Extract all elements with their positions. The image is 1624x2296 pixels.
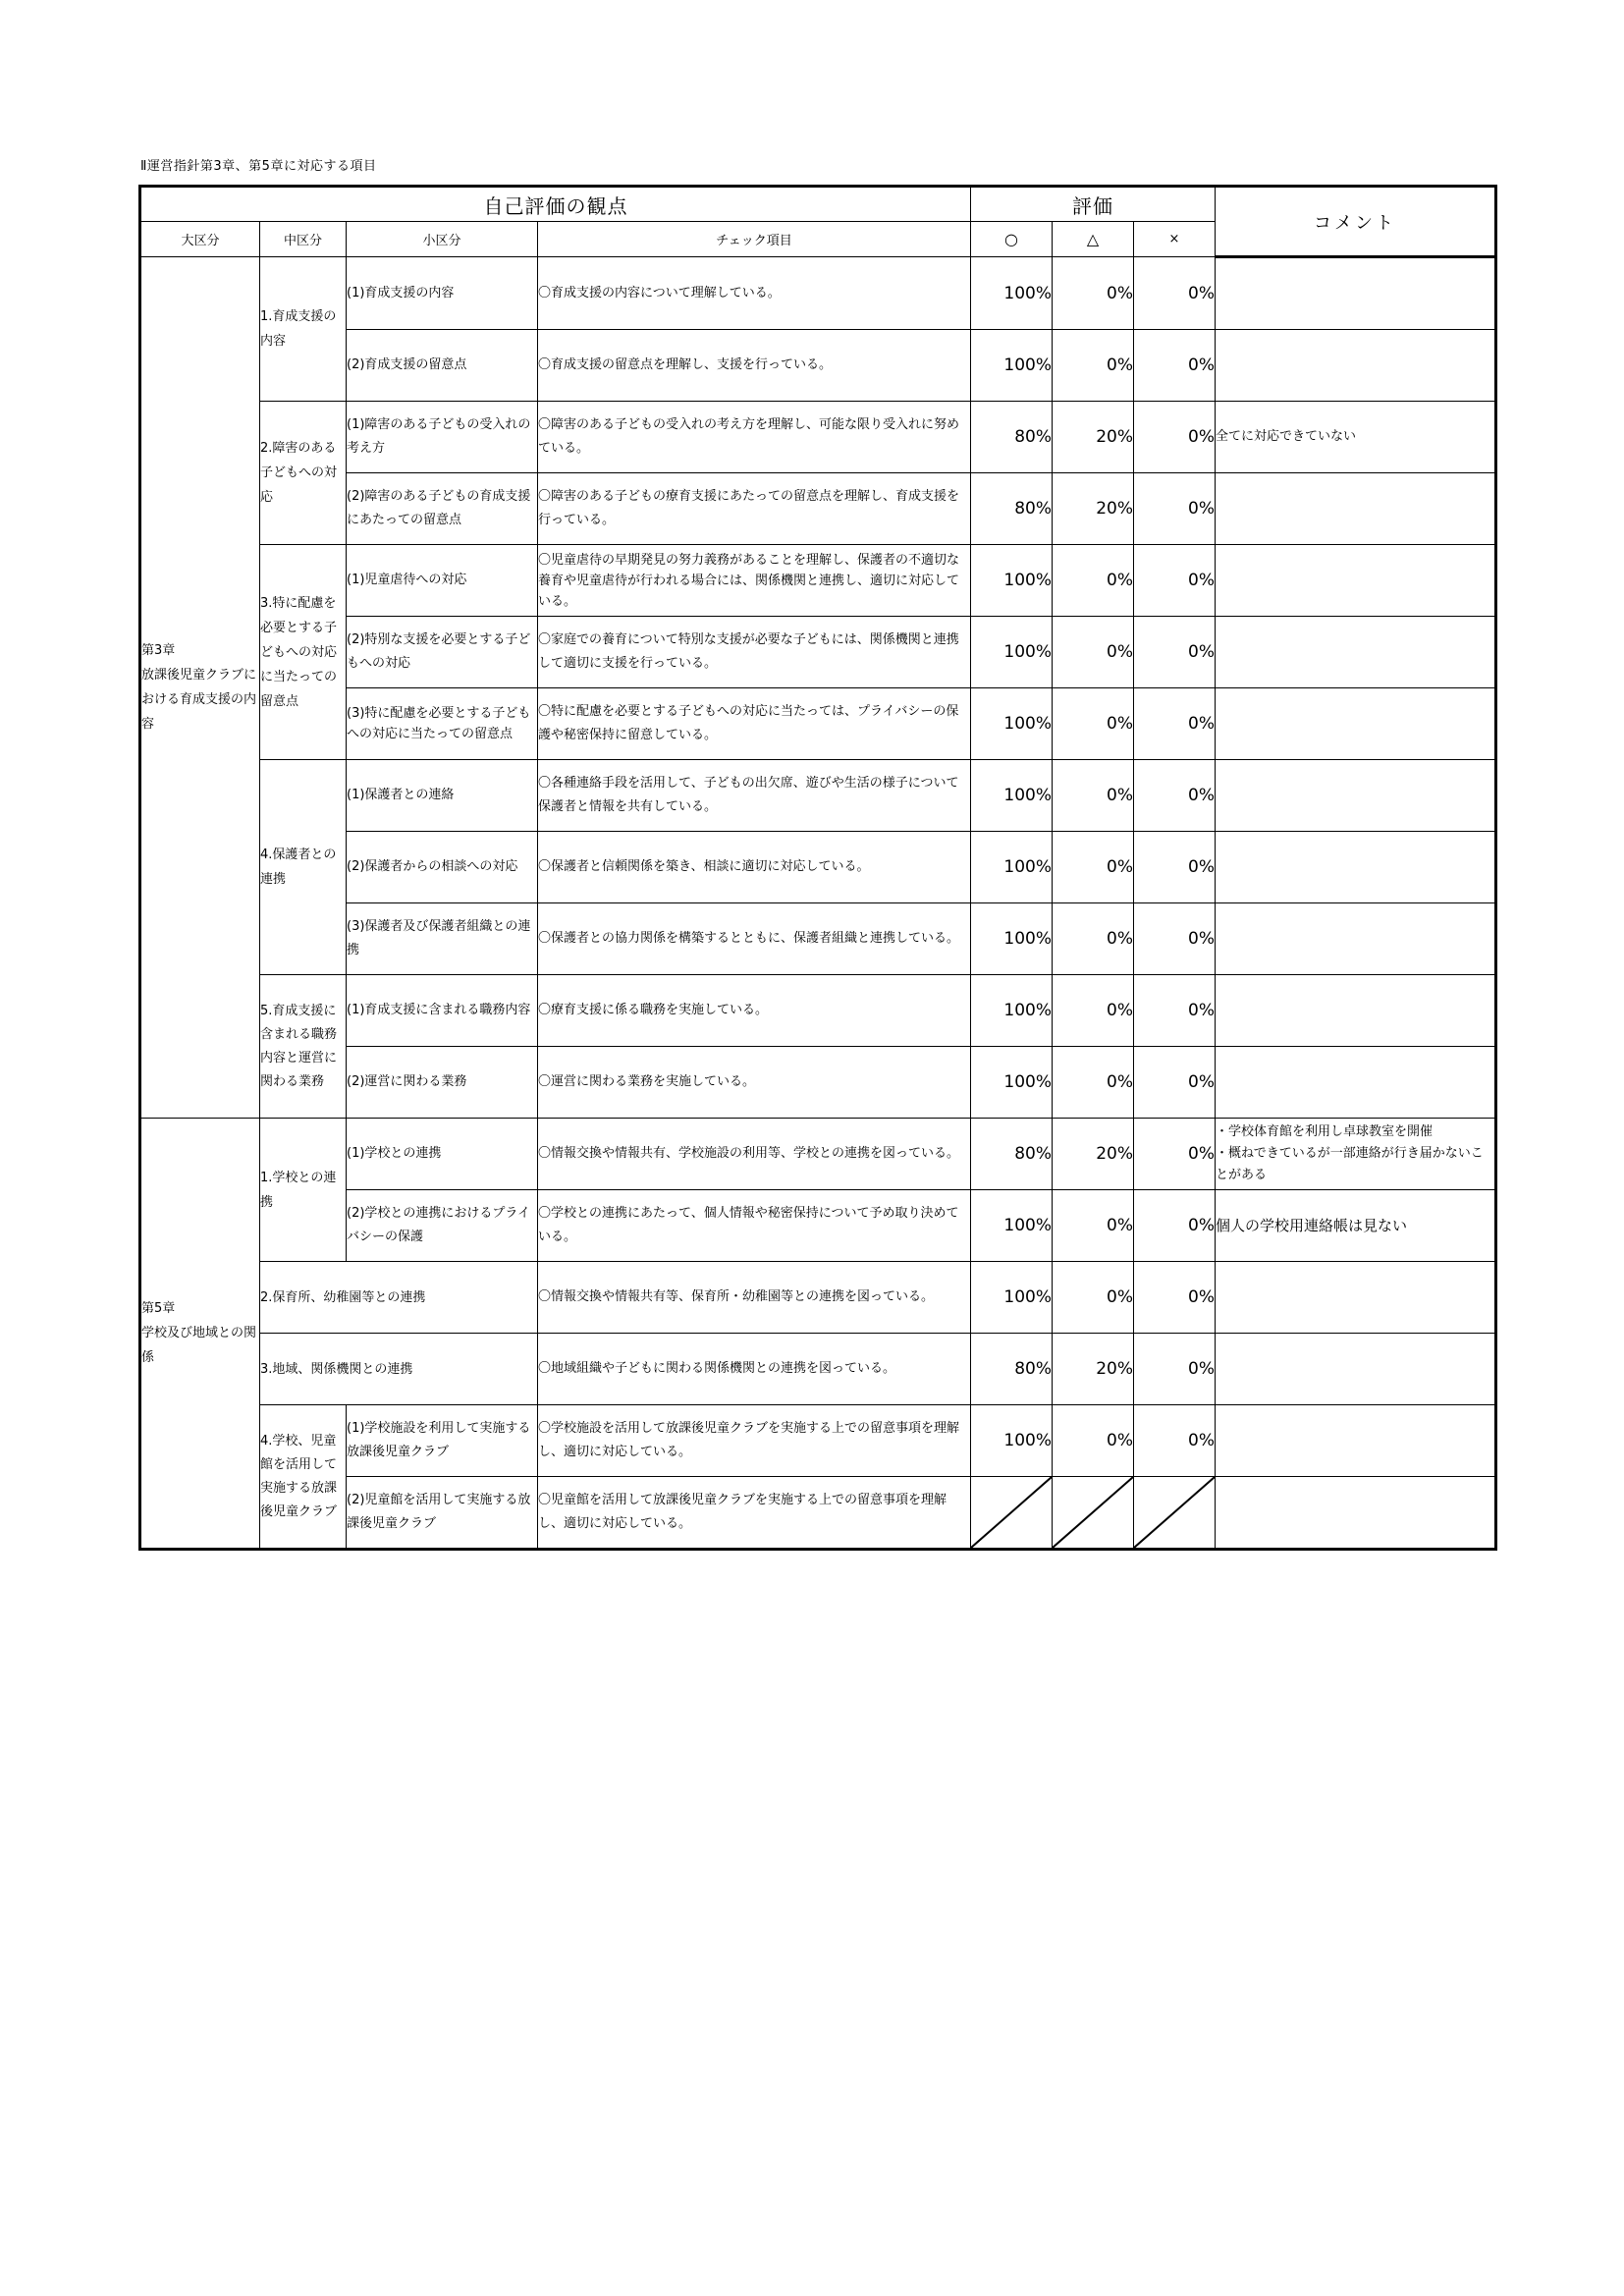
rate-bad: 0%	[1134, 832, 1216, 903]
rate-bad: 0%	[1134, 1334, 1216, 1405]
group-label: 1.育成支援の内容	[260, 257, 347, 402]
small-category: (1)育成支援に含まれる職務内容	[347, 975, 538, 1047]
rate-partial: 0%	[1053, 330, 1134, 402]
group-label: 2.障害のある子どもへの対応	[260, 402, 347, 545]
small-category: (1)学校施設を利用して実施する放課後児童クラブ	[347, 1405, 538, 1477]
rate-bad: 0%	[1134, 473, 1216, 545]
rate-bad: 0%	[1134, 617, 1216, 688]
group-label: 2.保育所、幼稚園等との連携	[260, 1262, 538, 1334]
rate-partial: 20%	[1053, 1334, 1134, 1405]
check-item: 〇障害のある子どもの受入れの考え方を理解し、可能な限り受入れに努めている。	[538, 402, 971, 473]
check-item: 〇家庭での養育について特別な支援が必要な子どもには、関係機関と連携して適切に支援を行っている。	[538, 617, 971, 688]
comment-cell: 全てに対応できていない	[1216, 402, 1496, 473]
rate-good: 80%	[971, 473, 1053, 545]
rate-bad: 0%	[1134, 257, 1216, 330]
group-label: 5.育成支援に含まれる職務内容と運営に関わる業務	[260, 975, 347, 1119]
check-item: 〇児童虐待の早期発見の努力義務があることを理解し、保護者の不適切な養育や児童虐待が行われる場合には、関係機関と連携し、適切に対応している。	[538, 545, 971, 617]
rate-good: 100%	[971, 903, 1053, 975]
section-label: 第5章 学校及び地域との関係	[140, 1119, 260, 1550]
col-header-large: 大区分	[140, 222, 260, 257]
rate-good: 100%	[971, 617, 1053, 688]
comment-cell	[1216, 688, 1496, 760]
rate-bad: 0%	[1134, 1119, 1216, 1190]
diagonal-line-icon	[1134, 1477, 1215, 1548]
small-category: (2)育成支援の留意点	[347, 330, 538, 402]
comment-cell	[1216, 617, 1496, 688]
diagonal-line-icon	[1053, 1477, 1133, 1548]
table-row	[140, 760, 1496, 832]
check-item: 〇情報交換や情報共有、学校施設の利用等、学校との連携を図っている。	[538, 1119, 971, 1190]
rate-bad: 0%	[1134, 1190, 1216, 1262]
rate-partial: 0%	[1053, 1047, 1134, 1119]
rate-good: 100%	[971, 688, 1053, 760]
small-category: (2)学校との連携におけるプライバシーの保護	[347, 1190, 538, 1262]
col-header-check: チェック項目	[538, 222, 971, 257]
rate-partial: 0%	[1053, 903, 1134, 975]
rate-partial: 0%	[1053, 545, 1134, 617]
comment-cell: 個人の学校用連絡帳は見ない	[1216, 1190, 1496, 1262]
small-category: (1)障害のある子どもの受入れの考え方	[347, 402, 538, 473]
not-applicable-cell	[1053, 1477, 1134, 1550]
col-header-partial: △	[1053, 222, 1134, 257]
small-category: (3)保護者及び保護者組織との連携	[347, 903, 538, 975]
rate-good: 80%	[971, 1334, 1053, 1405]
small-category: (2)保護者からの相談への対応	[347, 832, 538, 903]
comment-cell	[1216, 1119, 1496, 1190]
check-item: 〇育成支援の留意点を理解し、支援を行っている。	[538, 330, 971, 402]
comment-line: ・学校体育館を利用し卓球教室を開催	[1216, 1124, 1434, 1139]
viewpoint-header: 自己評価の観点	[140, 187, 971, 222]
comment-line: ・概ねできているが一部連絡が行き届かないことがある	[1216, 1146, 1484, 1182]
group-label: 4.学校、児童館を活用して実施する放課後児童クラブ	[260, 1405, 347, 1550]
rate-partial: 0%	[1053, 760, 1134, 832]
check-item: 〇障害のある子どもの療育支援にあたっての留意点を理解し、育成支援を行っている。	[538, 473, 971, 545]
rate-partial: 20%	[1053, 1119, 1134, 1190]
table-row	[140, 1405, 1496, 1477]
section-label: 第3章 放課後児童クラブにおける育成支援の内容	[140, 257, 260, 1119]
rate-partial: 0%	[1053, 688, 1134, 760]
comment-cell	[1216, 1047, 1496, 1119]
rate-partial: 0%	[1053, 1262, 1134, 1334]
rate-partial: 20%	[1053, 402, 1134, 473]
rate-bad: 0%	[1134, 975, 1216, 1047]
check-item: 〇情報交換や情報共有等、保育所・幼稚園等との連携を図っている。	[538, 1262, 971, 1334]
comment-cell	[1216, 257, 1496, 330]
rate-bad: 0%	[1134, 903, 1216, 975]
rate-good: 100%	[971, 1405, 1053, 1477]
check-item: 〇運営に関わる業務を実施している。	[538, 1047, 971, 1119]
rate-good: 100%	[971, 330, 1053, 402]
comment-cell	[1216, 330, 1496, 402]
check-item: 〇保護者と信頼関係を築き、相談に適切に対応している。	[538, 832, 971, 903]
col-header-small: 小区分	[347, 222, 538, 257]
comment-cell	[1216, 545, 1496, 617]
rate-bad: 0%	[1134, 688, 1216, 760]
small-category: (2)障害のある子どもの育成支援にあたっての留意点	[347, 473, 538, 545]
comment-cell	[1216, 832, 1496, 903]
small-category: (3)特に配慮を必要とする子どもへの対応に当たっての留意点	[347, 688, 538, 760]
rate-good: 100%	[971, 975, 1053, 1047]
not-applicable-cell	[971, 1477, 1053, 1550]
comment-header: コメント	[1216, 187, 1496, 257]
check-item: 〇特に配慮を必要とする子どもへの対応に当たっては、プライバシーの保護や秘密保持に留意している。	[538, 688, 971, 760]
check-item: 〇保護者との協力関係を構築するとともに、保護者組織と連携している。	[538, 903, 971, 975]
comment-cell	[1216, 473, 1496, 545]
rate-good: 80%	[971, 1119, 1053, 1190]
rate-good: 100%	[971, 1047, 1053, 1119]
table-row	[140, 1334, 1496, 1405]
col-header-bad: ×	[1134, 222, 1216, 257]
comment-cell	[1216, 760, 1496, 832]
check-item: 〇児童館を活用して放課後児童クラブを実施する上での留意事項を理解し、適切に対応している。	[538, 1477, 971, 1550]
comment-cell	[1216, 1334, 1496, 1405]
col-header-middle: 中区分	[260, 222, 347, 257]
rate-partial: 0%	[1053, 832, 1134, 903]
rate-good: 80%	[971, 402, 1053, 473]
comment-cell	[1216, 1477, 1496, 1550]
check-item: 〇学校施設を活用して放課後児童クラブを実施する上での留意事項を理解し、適切に対応している。	[538, 1405, 971, 1477]
small-category: (1)育成支援の内容	[347, 257, 538, 330]
rate-good: 100%	[971, 832, 1053, 903]
rate-bad: 0%	[1134, 1047, 1216, 1119]
rate-partial: 0%	[1053, 257, 1134, 330]
group-label: 4.保護者との連携	[260, 760, 347, 975]
rate-bad: 0%	[1134, 760, 1216, 832]
comment-cell	[1216, 1405, 1496, 1477]
rate-partial: 0%	[1053, 617, 1134, 688]
check-item: 〇学校との連携にあたって、個人情報や秘密保持について予め取り決めている。	[538, 1190, 971, 1262]
table-row	[140, 402, 1496, 473]
rate-partial: 0%	[1053, 1405, 1134, 1477]
evaluation-header: 評価	[971, 187, 1216, 222]
check-item: 〇地域組織や子どもに関わる関係機関との連携を図っている。	[538, 1334, 971, 1405]
comment-cell	[1216, 903, 1496, 975]
table-row	[140, 975, 1496, 1047]
small-category: (2)運営に関わる業務	[347, 1047, 538, 1119]
comment-cell	[1216, 975, 1496, 1047]
diagonal-line-icon	[971, 1477, 1052, 1548]
rate-good: 100%	[971, 545, 1053, 617]
table-row	[140, 1119, 1496, 1190]
rate-bad: 0%	[1134, 545, 1216, 617]
small-category: (1)学校との連携	[347, 1119, 538, 1190]
rate-good: 100%	[971, 257, 1053, 330]
small-category: (2)児童館を活用して実施する放課後児童クラブ	[347, 1477, 538, 1550]
rate-good: 100%	[971, 1190, 1053, 1262]
self-evaluation-table	[138, 185, 1497, 1551]
col-header-good: ○	[971, 222, 1053, 257]
small-category: (1)保護者との連絡	[347, 760, 538, 832]
small-category: (2)特別な支援を必要とする子どもへの対応	[347, 617, 538, 688]
check-item: 〇療育支援に係る職務を実施している。	[538, 975, 971, 1047]
small-category: (1)児童虐待への対応	[347, 545, 538, 617]
table-row	[140, 1262, 1496, 1334]
group-label: 3.地域、関係機関との連携	[260, 1334, 538, 1405]
group-label: 1.学校との連携	[260, 1119, 347, 1262]
check-item: 〇各種連絡手段を活用して、子どもの出欠席、遊びや生活の様子について保護者と情報を共有している。	[538, 760, 971, 832]
group-label: 3.特に配慮を必要とする子どもへの対応に当たっての留意点	[260, 545, 347, 760]
comment-cell	[1216, 1262, 1496, 1334]
rate-partial: 0%	[1053, 1190, 1134, 1262]
rate-bad: 0%	[1134, 1262, 1216, 1334]
rate-bad: 0%	[1134, 330, 1216, 402]
rate-good: 100%	[971, 1262, 1053, 1334]
rate-bad: 0%	[1134, 402, 1216, 473]
rate-bad: 0%	[1134, 1405, 1216, 1477]
not-applicable-cell	[1134, 1477, 1216, 1550]
table-row	[140, 545, 1496, 617]
rate-good: 100%	[971, 760, 1053, 832]
table-row	[140, 257, 1496, 330]
rate-partial: 0%	[1053, 975, 1134, 1047]
page-heading: Ⅱ運営指針第3章、第5章に対応する項目	[140, 159, 377, 174]
rate-partial: 20%	[1053, 473, 1134, 545]
check-item: 〇育成支援の内容について理解している。	[538, 257, 971, 330]
